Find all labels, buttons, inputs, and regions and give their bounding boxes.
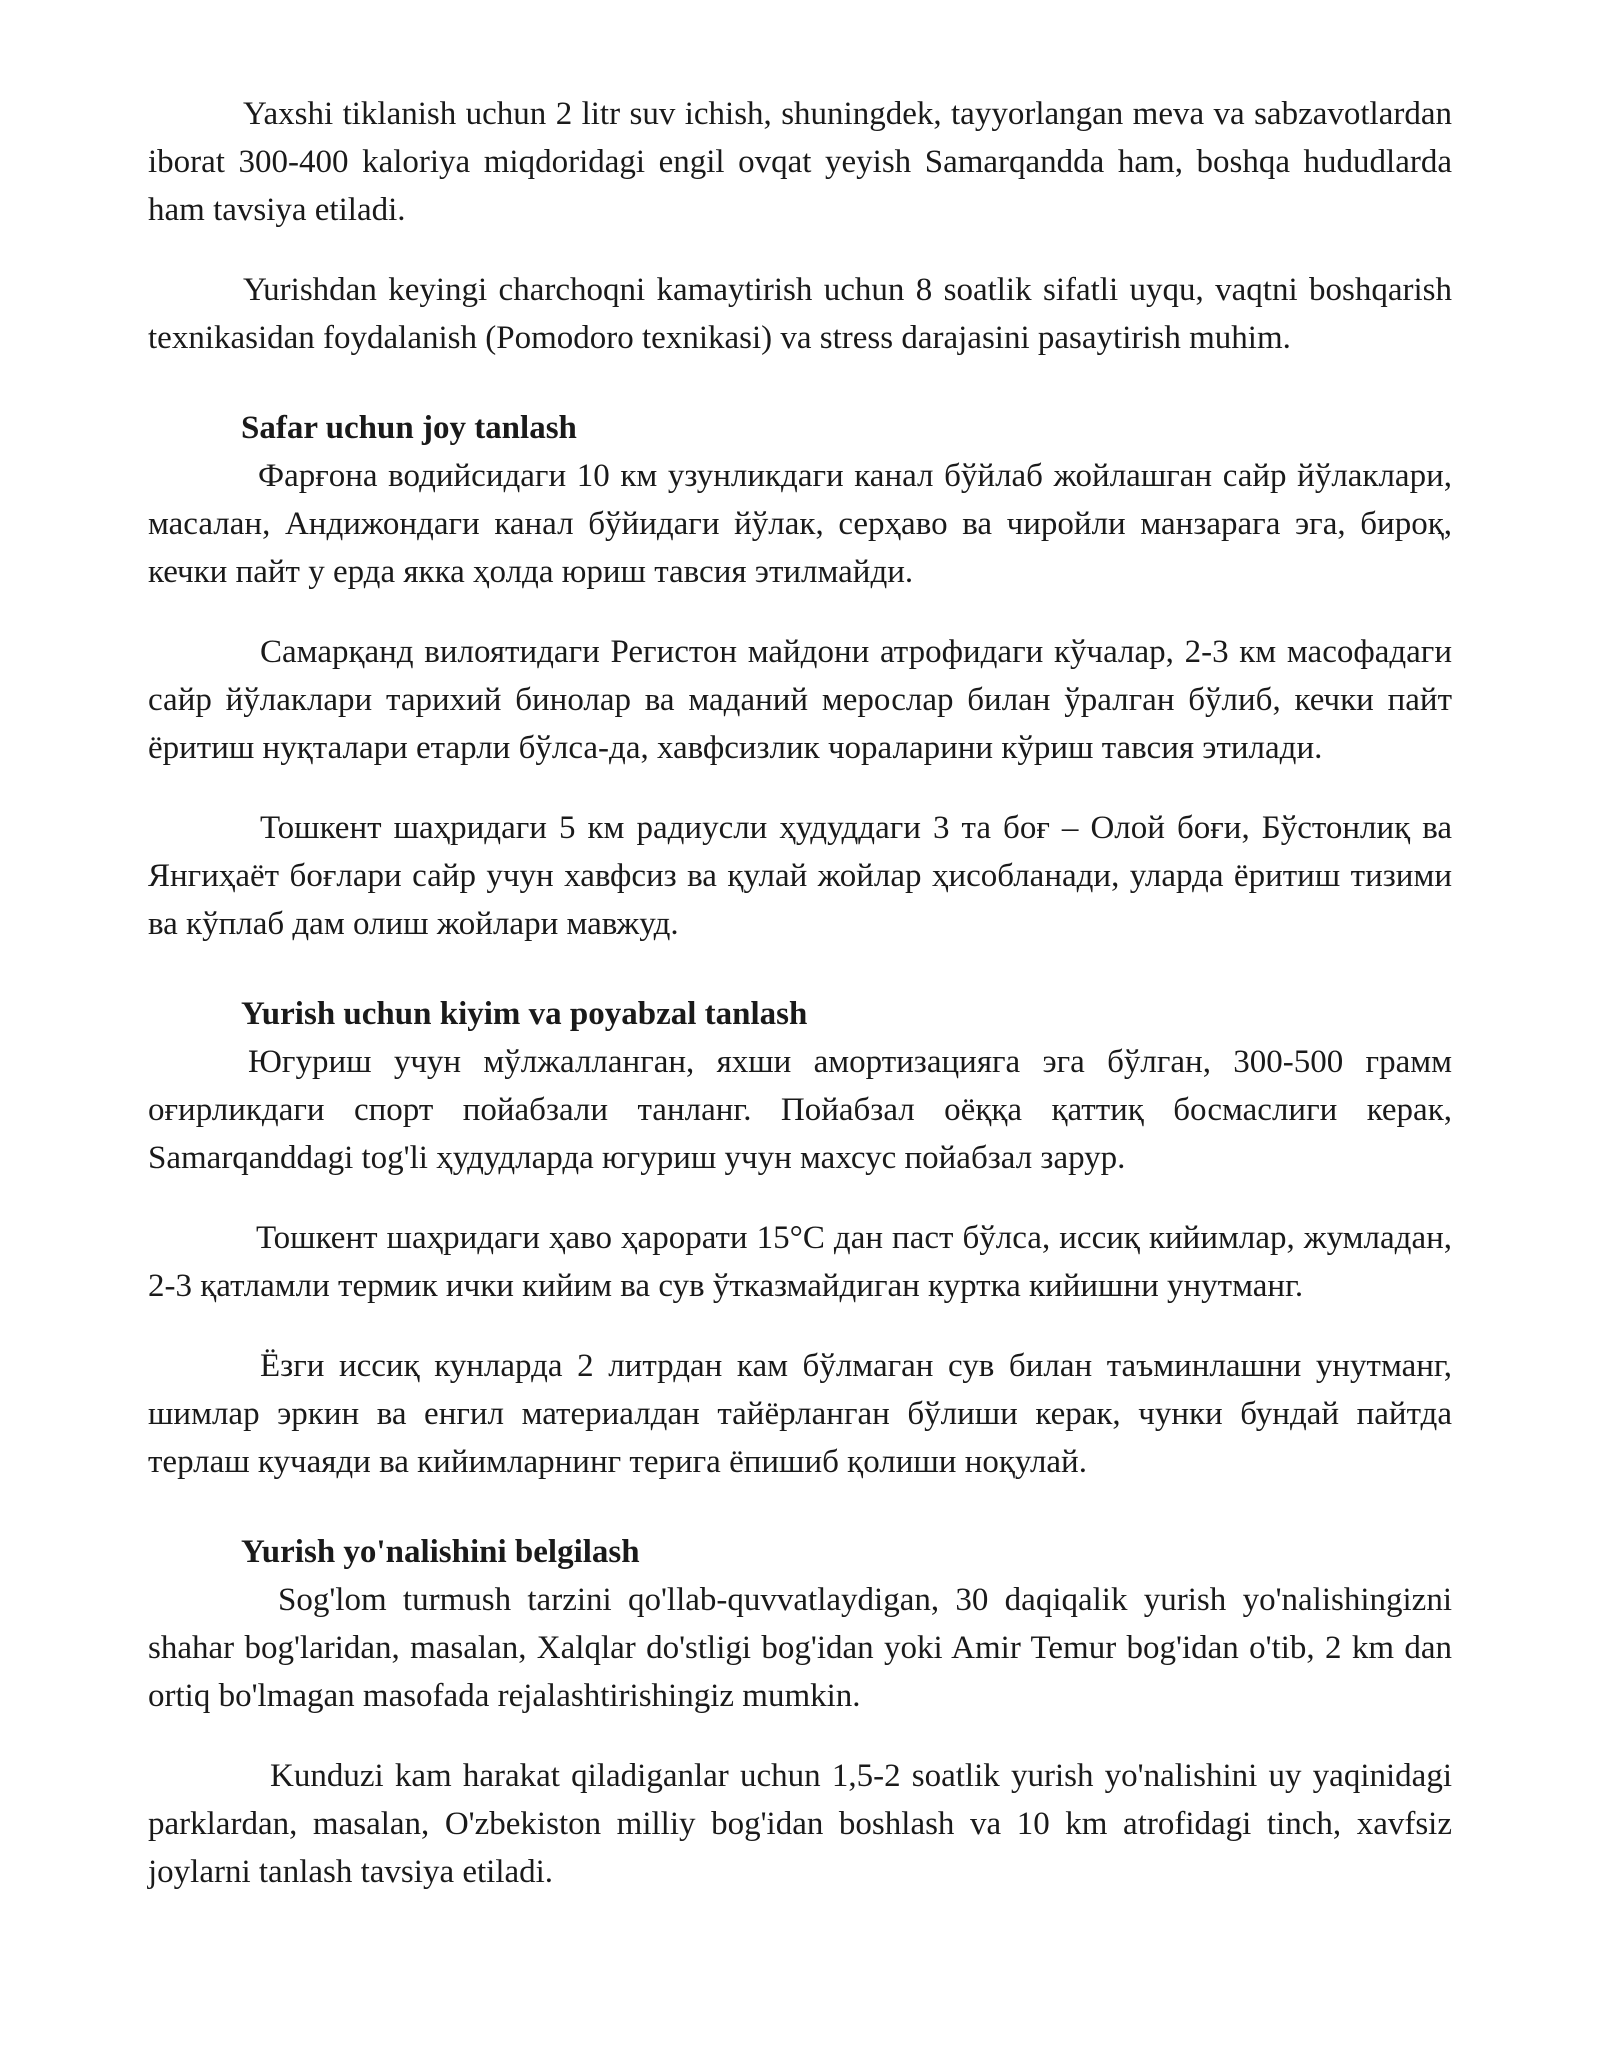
paragraph-healthy-route: Sog'lom turmush tarzini qo'llab-quvvatlaydigan, 30 daqiqalik yurish yo'nalishingizni shahar bog'laridan, masalan, Xalqlar do'stligi bog'idan yoki Amir Temur bog'idan o'tib, 2 km dan ortiq bo'lmagan masofada rejalashtirishingiz mumkin. (148, 1582, 1452, 1714)
paragraph-recovery: Yaxshi tiklanish uchun 2 litr suv ichish, shuningdek, tayyorlangan meva va sabzavotlardan iborat 300-400 kaloriya miqdoridagi engil ovqat yeyish Samarqandda ham, boshqa hududlarda ham tavsiya etiladi. (148, 96, 1452, 228)
paragraph-summer: Ёзги иссиқ кунларда 2 литрдан кам бўлмаган сув билан таъминлашни унутманг, шимлар эркин ва енгил материалдан тайёрланган бўлиши керак, чунки бундай пайтда терлаш кучаяди ва кийимларнинг терига ёпишиб қолиши ноқулай. (148, 1348, 1452, 1480)
section-heading-place: Safar uchun joy tanlash (241, 410, 577, 446)
paragraph-fatigue: Yurishdan keyingi charchoqni kamaytirish uchun 8 soatlik sifatli uyqu, vaqtni boshqarish texnikasidan foydalanish (Pomodoro texnikasi) va stress darajasini pasaytirish muhim. (148, 272, 1452, 356)
paragraph-samarkand: Самарқанд вилоятидаги Регистон майдони атрофидаги кўчалар, 2-3 км масофадаги сайр йўлаклари тарихий бинолар ва маданий мерослар билан ўралган бўлиб, кечки пайт ёритиш нуқталари етарли бўлса-да, хавфсизлик чораларини кўриш тавсия этилади. (148, 634, 1452, 766)
paragraph-long-route: Kunduzi kam harakat qiladiganlar uchun 1,5-2 soatlik yurish yo'nalishini uy yaqinidagi parklardan, masalan, O'zbekiston milliy bog'idan boshlash va 10 km atrofidagi tinch, xavfsiz joylarni tanlash tavsiya etiladi. (148, 1758, 1452, 1890)
paragraph-shoes: Югуриш учун мўлжалланган, яхши амортизацияга эга бўлган, 300-500 грамм оғирликдаги спорт пойабзали танланг. Пойабзал оёққа қаттиқ босмаслиги керак, Samarqanddagi tog'li ҳудудларда югуриш учун махсус пойабзал зарур. (148, 1044, 1452, 1176)
paragraph-fergana: Фарғона водийсидаги 10 км узунликдаги канал бўйлаб жойлашган сайр йўлаклари, масалан, Андижондаги канал бўйидаги йўлак, серҳаво ва чиройли манзарага эга, бироқ, кечки пайт у ерда якка ҳолда юриш тавсия этилмайди. (148, 458, 1452, 590)
paragraph-tashkent-parks: Тошкент шаҳридаги 5 км радиусли ҳудуддаги 3 та боғ – Олой боғи, Бўстонлиқ ва Янгиҳаёт боғлари сайр учун хавфсиз ва қулай жойлар ҳисобланади, уларда ёритиш тизими ва кўплаб дам олиш жойлари мавжуд. (148, 810, 1452, 942)
section-heading-route: Yurish yo'nalishini belgilash (241, 1534, 640, 1570)
section-heading-clothing: Yurish uchun kiyim va poyabzal tanlash (241, 996, 808, 1032)
paragraph-cold-weather: Тошкент шаҳридаги ҳаво ҳарорати 15°С дан паст бўлса, иссиқ кийимлар, жумладан, 2-3 қатламли термик ички кийим ва сув ўтказмайдиган куртка кийишни унутманг. (148, 1220, 1452, 1304)
